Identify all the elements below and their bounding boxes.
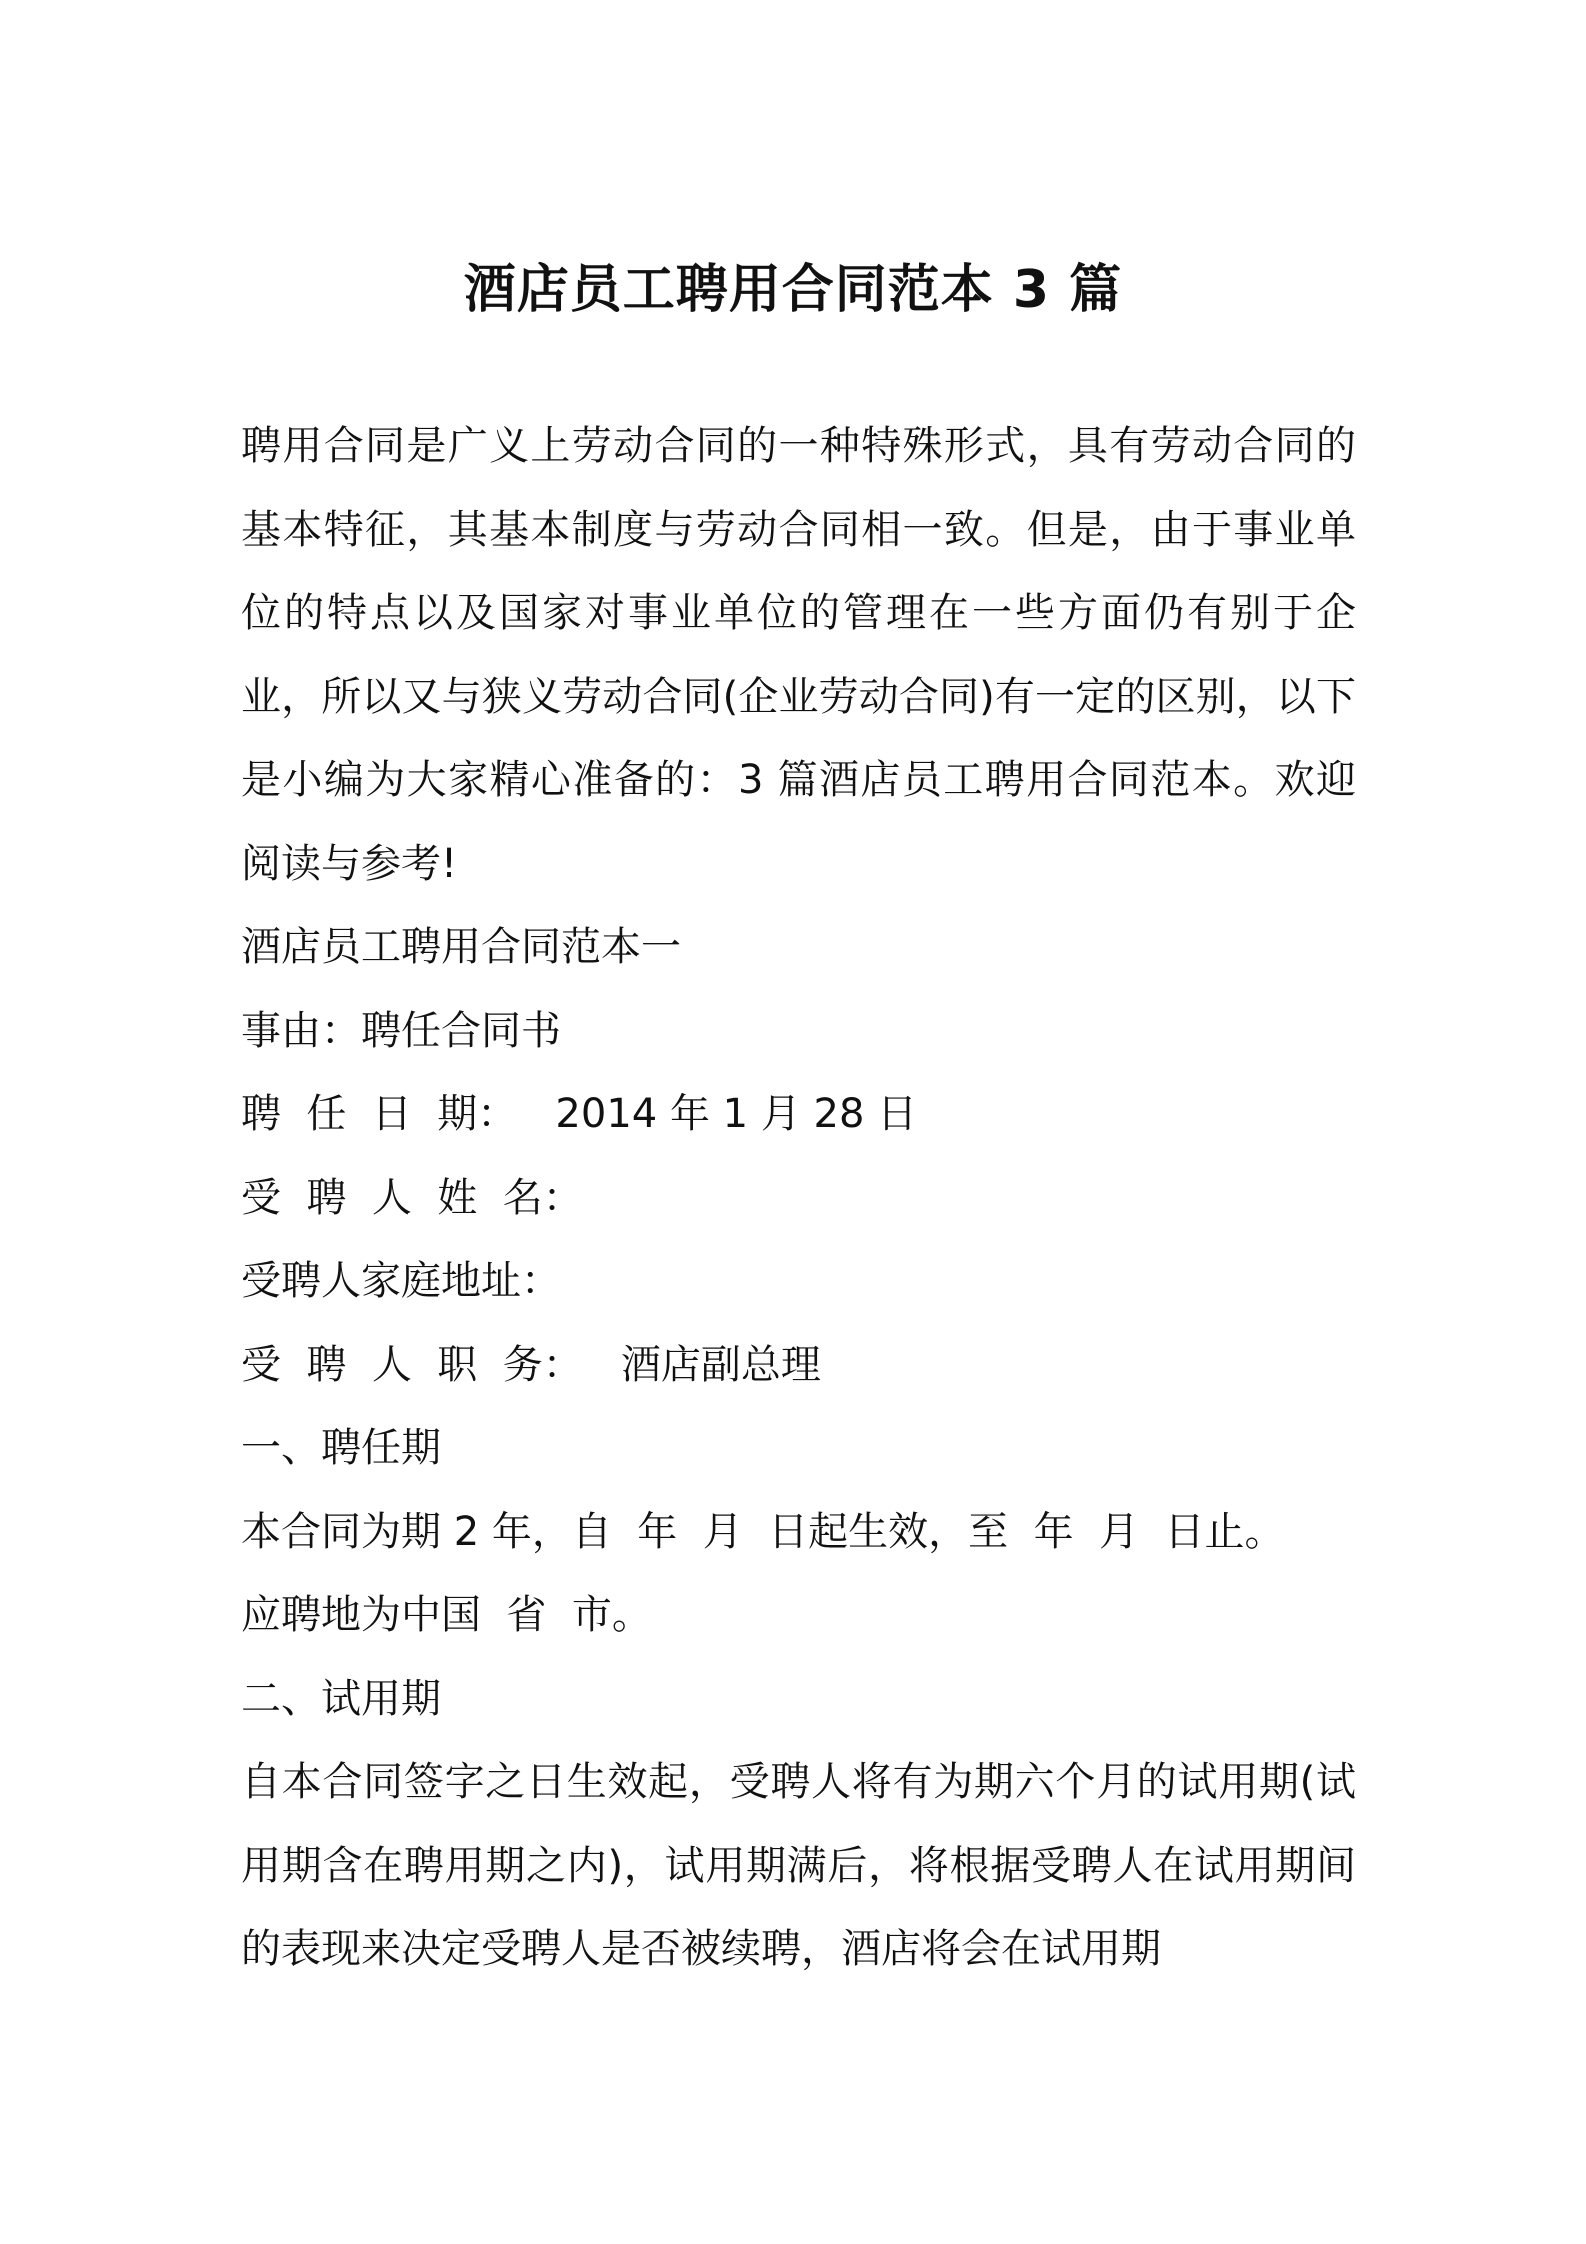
clause-1-term: 本合同为期 2 年，自 年 月 日起生效，至 年 月 日止。 [241, 1508, 1285, 1555]
employee-position-line: 受 聘 人 职 务： 酒店副总理 [241, 1341, 821, 1388]
document-body [241, 405, 1356, 1992]
clause-2-paragraph: 自本合同签字之日生效起，受聘人将有为期六个月的试用期(试用期含在聘用期之内)，试用期满后，将根据受聘人在试用期间的表现来决定受聘人是否被续聘，酒店将会在试用期 [241, 1759, 1356, 1972]
clause-1-location: 应聘地为中国 省 市。 [241, 1592, 652, 1638]
document-title: 酒店员工聘用合同范本 3 篇 [463, 260, 1123, 320]
employee-name-line: 受 聘 人 姓 名： [241, 1174, 583, 1221]
clause-1-heading: 一、聘任期 [241, 1425, 441, 1471]
employee-address-line: 受聘人家庭地址： [241, 1258, 561, 1304]
intro-paragraph: 聘用合同是广义上劳动合同的一种特殊形式，具有劳动合同的基本特征，其基本制度与劳动合同相一致。但是，由于事业单位的特点以及国家对事业单位的管理在一些方面仍有别于企业，所以又与狭义劳动合同(企业劳动合同)有一定的区别，以下是小编为大家精心准备的：3 篇酒店员工聘用合同范本。欢迎阅读与参考! [241, 423, 1356, 887]
clause-2-heading: 二、试用期 [241, 1675, 441, 1722]
hire-date-line: 聘 任 日 期： 2014 年 1 月 28 日 [241, 1091, 918, 1137]
section-heading: 酒店员工聘用合同范本一 [241, 924, 681, 970]
subject-line: 事由：聘任合同书 [241, 1007, 561, 1054]
